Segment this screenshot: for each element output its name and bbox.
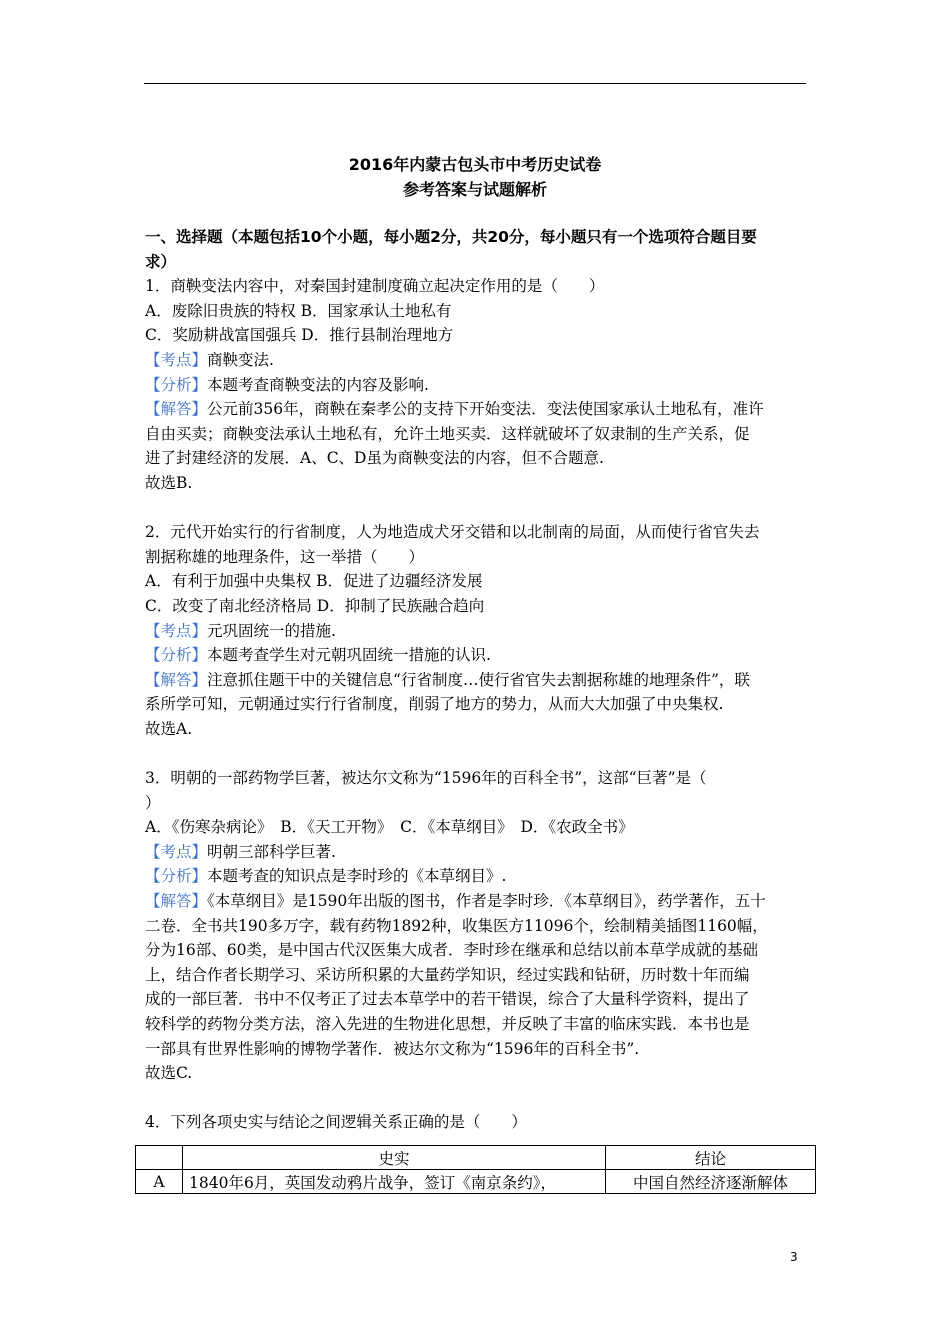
- kaodian-tag: 【考点】: [145, 621, 208, 640]
- q1-jieda: [145, 397, 810, 422]
- table-header-cell: [136, 1146, 183, 1170]
- q1-options-cd: C．奖励耕战富国强兵 D．推行县制治理地方: [145, 326, 454, 345]
- q1-jieda-line2: 自由买卖；商鞅变法承认土地私有，允许土地买卖．这样就破坏了奴隶制的生产关系，促: [145, 424, 750, 443]
- q4-stem: 4．下列各项史实与结论之间逻辑关系正确的是（ ）: [145, 1113, 527, 1132]
- q1-stem: 1．商鞅变法内容中，对秦国封建制度确立起决定作用的是（ ）: [145, 277, 605, 296]
- table-header-row: [136, 1146, 816, 1170]
- q3-options: A．《伤寒杂病论》 B．《天工开物》 C．《本草纲目》 D．《农政全书》: [145, 818, 634, 837]
- q3-jieda-line5: 成的一部巨著．书中不仅考正了过去本草学中的若干错误，综合了大量科学资料，提出了: [145, 990, 750, 1009]
- table-header-cell: 史实: [183, 1146, 606, 1170]
- fenxi-tag: 【分析】: [145, 646, 208, 665]
- table-cell: 中国自然经济逐渐解体: [606, 1170, 816, 1194]
- q2-options-cd: C．改变了南北经济格局 D．抑制了民族融合趋向: [145, 596, 485, 615]
- section-heading: 一、选择题（本题包括10个小题，每小题2分，共20分，每小题只有一个选项符合题目要: [145, 228, 757, 246]
- page-subtitle: 参考答案与试题解析: [402, 180, 547, 199]
- q2-jieda: [145, 668, 810, 693]
- table-row: [136, 1170, 816, 1194]
- q2-fenxi-text: 本题考查学生对元朝巩固统一措施的认识.: [207, 646, 491, 665]
- q3-stem: 3．明朝的一部药物学巨著，被达尔文称为“1596年的百科全书”，这部“巨著”是（: [145, 769, 707, 788]
- fenxi-tag: 【分析】: [145, 867, 208, 886]
- section-heading-cont: 求）: [145, 252, 177, 271]
- jieda-tag: 【解答】: [145, 400, 208, 419]
- q2-answer: 故选A.: [145, 719, 193, 738]
- q3-answer: 故选C.: [145, 1064, 193, 1083]
- q2-jieda-line2: 系所学可知，元朝通过实行行省制度，削弱了地方的势力，从而大大加强了中央集权.: [145, 695, 724, 714]
- q2-options-ab: A．有利于加强中央集权 B．促进了边疆经济发展: [145, 572, 483, 591]
- q3-jieda: [145, 889, 810, 914]
- q3-jieda-line2: 二卷．全书共190多万字，载有药物1892种，收集医方11096个，绘制精美插图1160幅，: [145, 916, 768, 935]
- q3-fenxi-text: 本题考查的知识点是李时珍的《本草纲目》.: [207, 867, 507, 886]
- q1-kaodian: [145, 348, 810, 373]
- q3-stem-cont: ）: [145, 793, 161, 812]
- q2-stem-cont: 割据称雄的地理条件，这一举措（ ）: [145, 547, 425, 566]
- q2-jieda-line1: 注意抓住题干中的关键信息“行省制度…使行省官失去割据称雄的地理条件”，联: [207, 670, 750, 689]
- q3-jieda-line3: 分为16部、60类，是中国古代汉医集大成者．李时珍在继承和总结以前本草学成就的基础: [145, 941, 758, 960]
- q1-fenxi: [145, 373, 810, 398]
- page-number: 3: [790, 1250, 798, 1264]
- q3-kaodian-text: 明朝三部科学巨著.: [207, 842, 336, 861]
- jieda-tag: 【解答】: [145, 892, 208, 911]
- table-cell: A: [136, 1170, 183, 1194]
- fenxi-tag: 【分析】: [145, 375, 208, 394]
- q3-jieda-line1: 《本草纲目》是1590年出版的图书，作者是李时珍．《本草纲目》，药学著作，五十: [207, 892, 766, 911]
- jieda-tag: 【解答】: [145, 670, 208, 689]
- q1-fenxi-text: 本题考查商鞅变法的内容及影响.: [207, 375, 429, 394]
- q3-jieda-line6: 较科学的药物分类方法，溶入先进的生物进化思想，并反映了丰富的临床实践．本书也是: [145, 1015, 750, 1033]
- q1-answer: 故选B.: [145, 473, 193, 492]
- kaodian-tag: 【考点】: [145, 842, 208, 861]
- header-rule: [144, 83, 806, 84]
- q4-table: [135, 1145, 816, 1194]
- q3-jieda-line7: 一部具有世界性影响的博物学著作．被达尔文称为“1596年的百科全书”.: [145, 1039, 640, 1058]
- page-title: 2016年内蒙古包头市中考历史试卷: [348, 155, 602, 174]
- table-header-cell: 结论: [606, 1146, 816, 1170]
- q1-options-ab: A．废除旧贵族的特权 B．国家承认土地私有: [145, 301, 452, 320]
- q1-kaodian-text: 商鞅变法.: [207, 350, 274, 369]
- q3-kaodian: [145, 840, 810, 865]
- table-cell: 1840年6月，英国发动鸦片战争，签订《南京条约》，: [183, 1170, 606, 1194]
- kaodian-tag: 【考点】: [145, 350, 208, 369]
- document-body: [145, 225, 810, 1135]
- q1-jieda-line3: 进了封建经济的发展．A、C、D虽为商鞅变法的内容，但不合题意.: [145, 449, 604, 468]
- q2-kaodian-text: 元巩固统一的措施.: [207, 621, 336, 640]
- q2-fenxi: [145, 643, 810, 668]
- q2-kaodian: [145, 619, 810, 644]
- q2-stem: 2．元代开始实行的行省制度，人为地造成犬牙交错和以北制南的局面，从而使行省官失去: [145, 523, 760, 542]
- q1-jieda-line1: 公元前356年，商鞅在秦孝公的支持下开始变法．变法使国家承认土地私有，准许: [207, 400, 764, 419]
- q3-fenxi: [145, 864, 810, 889]
- q3-jieda-line4: 上，结合作者长期学习、采访所积累的大量药学知识，经过实践和钻研，历时数十年而编: [145, 965, 750, 984]
